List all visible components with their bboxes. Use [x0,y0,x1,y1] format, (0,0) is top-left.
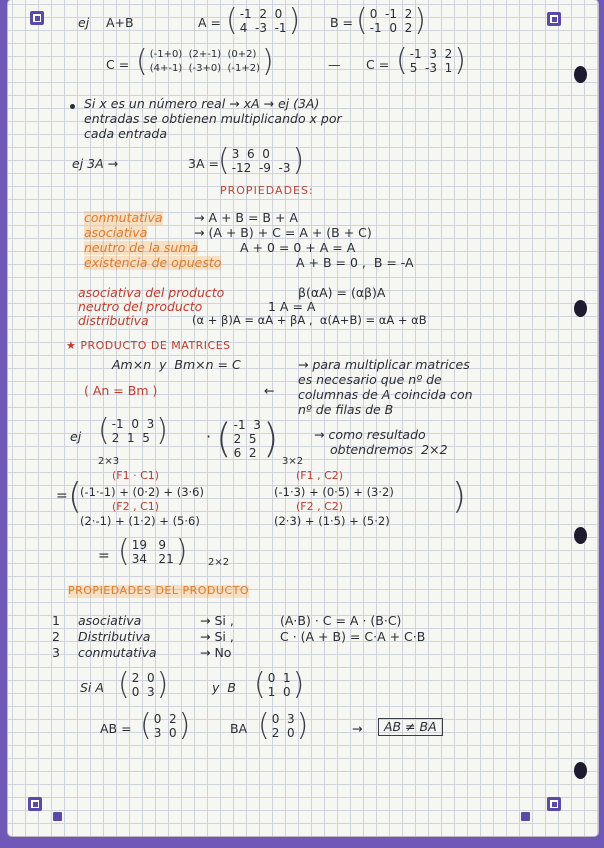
prop-neutro-producto-formula: 1 A = A [268,299,316,314]
scalar-eq: 3A = [188,156,219,171]
prop-asociativa-name: asociativa [84,225,148,240]
si-a-label: Si A [80,680,104,695]
condition-arrow: ← [264,383,275,398]
label-f1c2: (F1 , C2) [296,469,344,482]
product-explain-3: columnas de A coincida con [298,387,473,402]
matrix-c: ( -1 3 2 5 -3 1 ) [396,43,466,78]
dim-3x2: 3×2 [282,456,304,467]
matrix-ab: ( 0 2 3 0 ) [140,708,191,743]
product-condition: ( An = Bm ) [84,383,158,398]
row2-col1: (2·-1) + (1·2) + (5·6) [80,514,200,528]
prop-asoc-producto-formula: β(αA) = (αβ)A [298,285,386,300]
b-equals: B = [330,15,354,30]
scalar-text-3: cada entrada [84,126,168,141]
result-equals: = [98,548,110,564]
result-note-1: → como resultado [314,427,426,442]
corner-mark-icon [547,12,561,26]
ej-label: ej [78,15,90,30]
binder-hole-icon [574,762,587,779]
a-equals: A = [198,15,221,30]
square-mark-icon [53,812,62,821]
prod-prop-2-num: 2 [52,629,60,644]
dot-operator: · [206,427,212,446]
sum-expression: A+B [106,15,134,30]
scalar-example: ej 3A → [72,156,119,171]
prop-distributiva-formula: (α + β)A = αA + βA , α(A+B) = αA + αB [192,313,427,327]
result-dim: 2×2 [208,557,230,568]
y-b-label: y B [212,680,236,695]
corner-mark-icon [30,11,44,25]
properties-title: PROPIEDADES: [220,184,314,197]
arrow-dash: — [328,57,341,72]
prop-neutro-name: neutro de la suma [84,240,199,255]
binder-hole-icon [574,66,587,83]
binder-hole-icon [574,527,587,544]
counter-matrix-a: ( 2 0 0 3 ) [118,667,169,702]
prod-prop-1-num: 1 [52,613,60,628]
scalar-text-2: entradas se obtienen multiplicando x por [84,111,342,126]
prop-conmutativa-formula: → A + B = B + A [194,210,298,225]
prop-asociativa-formula: → (A + B) + C = A + (B + C) [194,225,372,240]
prod-prop-1-formula: (A·B) · C = A · (B·C) [280,613,402,628]
prod-prop-2-answer: → Si , [200,629,234,644]
product-explain-4: nº de filas de B [298,402,394,417]
binder-hole-icon [574,300,587,317]
row2-col2: (2·3) + (1·5) + (5·2) [274,514,390,528]
c-equals: C = [106,57,130,72]
counter-matrix-b: ( 0 1 1 0 ) [254,667,305,702]
label-f1c1: (F1 · C1) [112,469,160,482]
row1-col1: (-1·-1) + (0·2) + (3·6) [80,485,204,499]
prop-neutro-formula: A + 0 = 0 + A = A [240,240,356,255]
prod-prop-1-name: asociativa [78,613,142,628]
expansion-equals: = [56,488,68,504]
dim-2x3: 2×3 [98,456,120,467]
product-explain-1: → para multiplicar matrices [298,357,470,372]
example-ej: ej [70,429,82,444]
prod-prop-1-answer: → Si , [200,613,234,628]
prop-asoc-producto-name: asociativa del producto [78,285,225,300]
prod-prop-3-answer: → No [200,645,232,660]
product-title: ★ PRODUCTO DE MATRICES [66,339,231,352]
matrix-a: ( -1 2 0 4 -3 -1 ) [226,3,301,38]
result-matrix: ( 19 9 34 21 ) [118,534,188,569]
label-f2c1: (F2 , C1) [112,500,160,513]
square-mark-icon [521,812,530,821]
bullet-icon [70,104,75,109]
conclusion-box: AB ≠ BA [378,718,443,736]
prop-conmutativa-name: conmutativa [84,210,163,225]
corner-mark-icon [28,797,42,811]
label-f2c2: (F2 , C2) [296,500,344,513]
product-dims: Am×n y Bm×n = C [112,357,241,372]
matrix-b: ( 0 -1 2 -1 0 2 ) [356,3,426,38]
scalar-text-1: Si x es un número real → xA → ej (3A) [84,96,320,111]
prop-opuesto-formula: A + B = 0 , B = -A [296,255,414,270]
left-bracket: ( [68,476,83,517]
ba-label: BA [230,721,248,736]
prod-prop-2-formula: C · (A + B) = C·A + C·B [280,629,426,644]
ab-equals: AB = [100,721,132,736]
row1-col2: (-1·3) + (0·5) + (3·2) [274,485,394,499]
right-bracket: ) [452,476,467,517]
matrix-c-expanded: ( (-1+0) (2+-1) (0+2) (4+-1) (-3+0) (-1+2) ) [136,44,274,79]
c-equals-2: C = [366,57,390,72]
prop-distributiva-name: distributiva [78,313,149,328]
prod-prop-2-name: Distributiva [78,629,151,644]
prod-props-title: PROPIEDADES DEL PRODUCTO [68,584,250,597]
example-matrix-1: ( -1 0 3 2 1 5 ) [98,413,168,448]
matrix-ba: ( 0 3 2 0 ) [258,708,309,743]
conclusion-arrow: → [352,721,363,736]
notebook-page [8,0,598,836]
prod-prop-3-num: 3 [52,645,60,660]
result-note-2: obtendremos 2×2 [330,442,448,457]
matrix-3a: ( 3 6 0 -12 -9 -3 ) [218,143,305,178]
corner-mark-icon [547,797,561,811]
prop-neutro-producto-name: neutro del producto [78,299,203,314]
prod-prop-3-name: conmutativa [78,645,157,660]
product-explain-2: es necesario que nº de [298,372,442,387]
example-matrix-2: ( -1 3 2 5 6 2 ) [216,416,279,462]
prop-opuesto-name: existencia de opuesto [84,255,222,270]
